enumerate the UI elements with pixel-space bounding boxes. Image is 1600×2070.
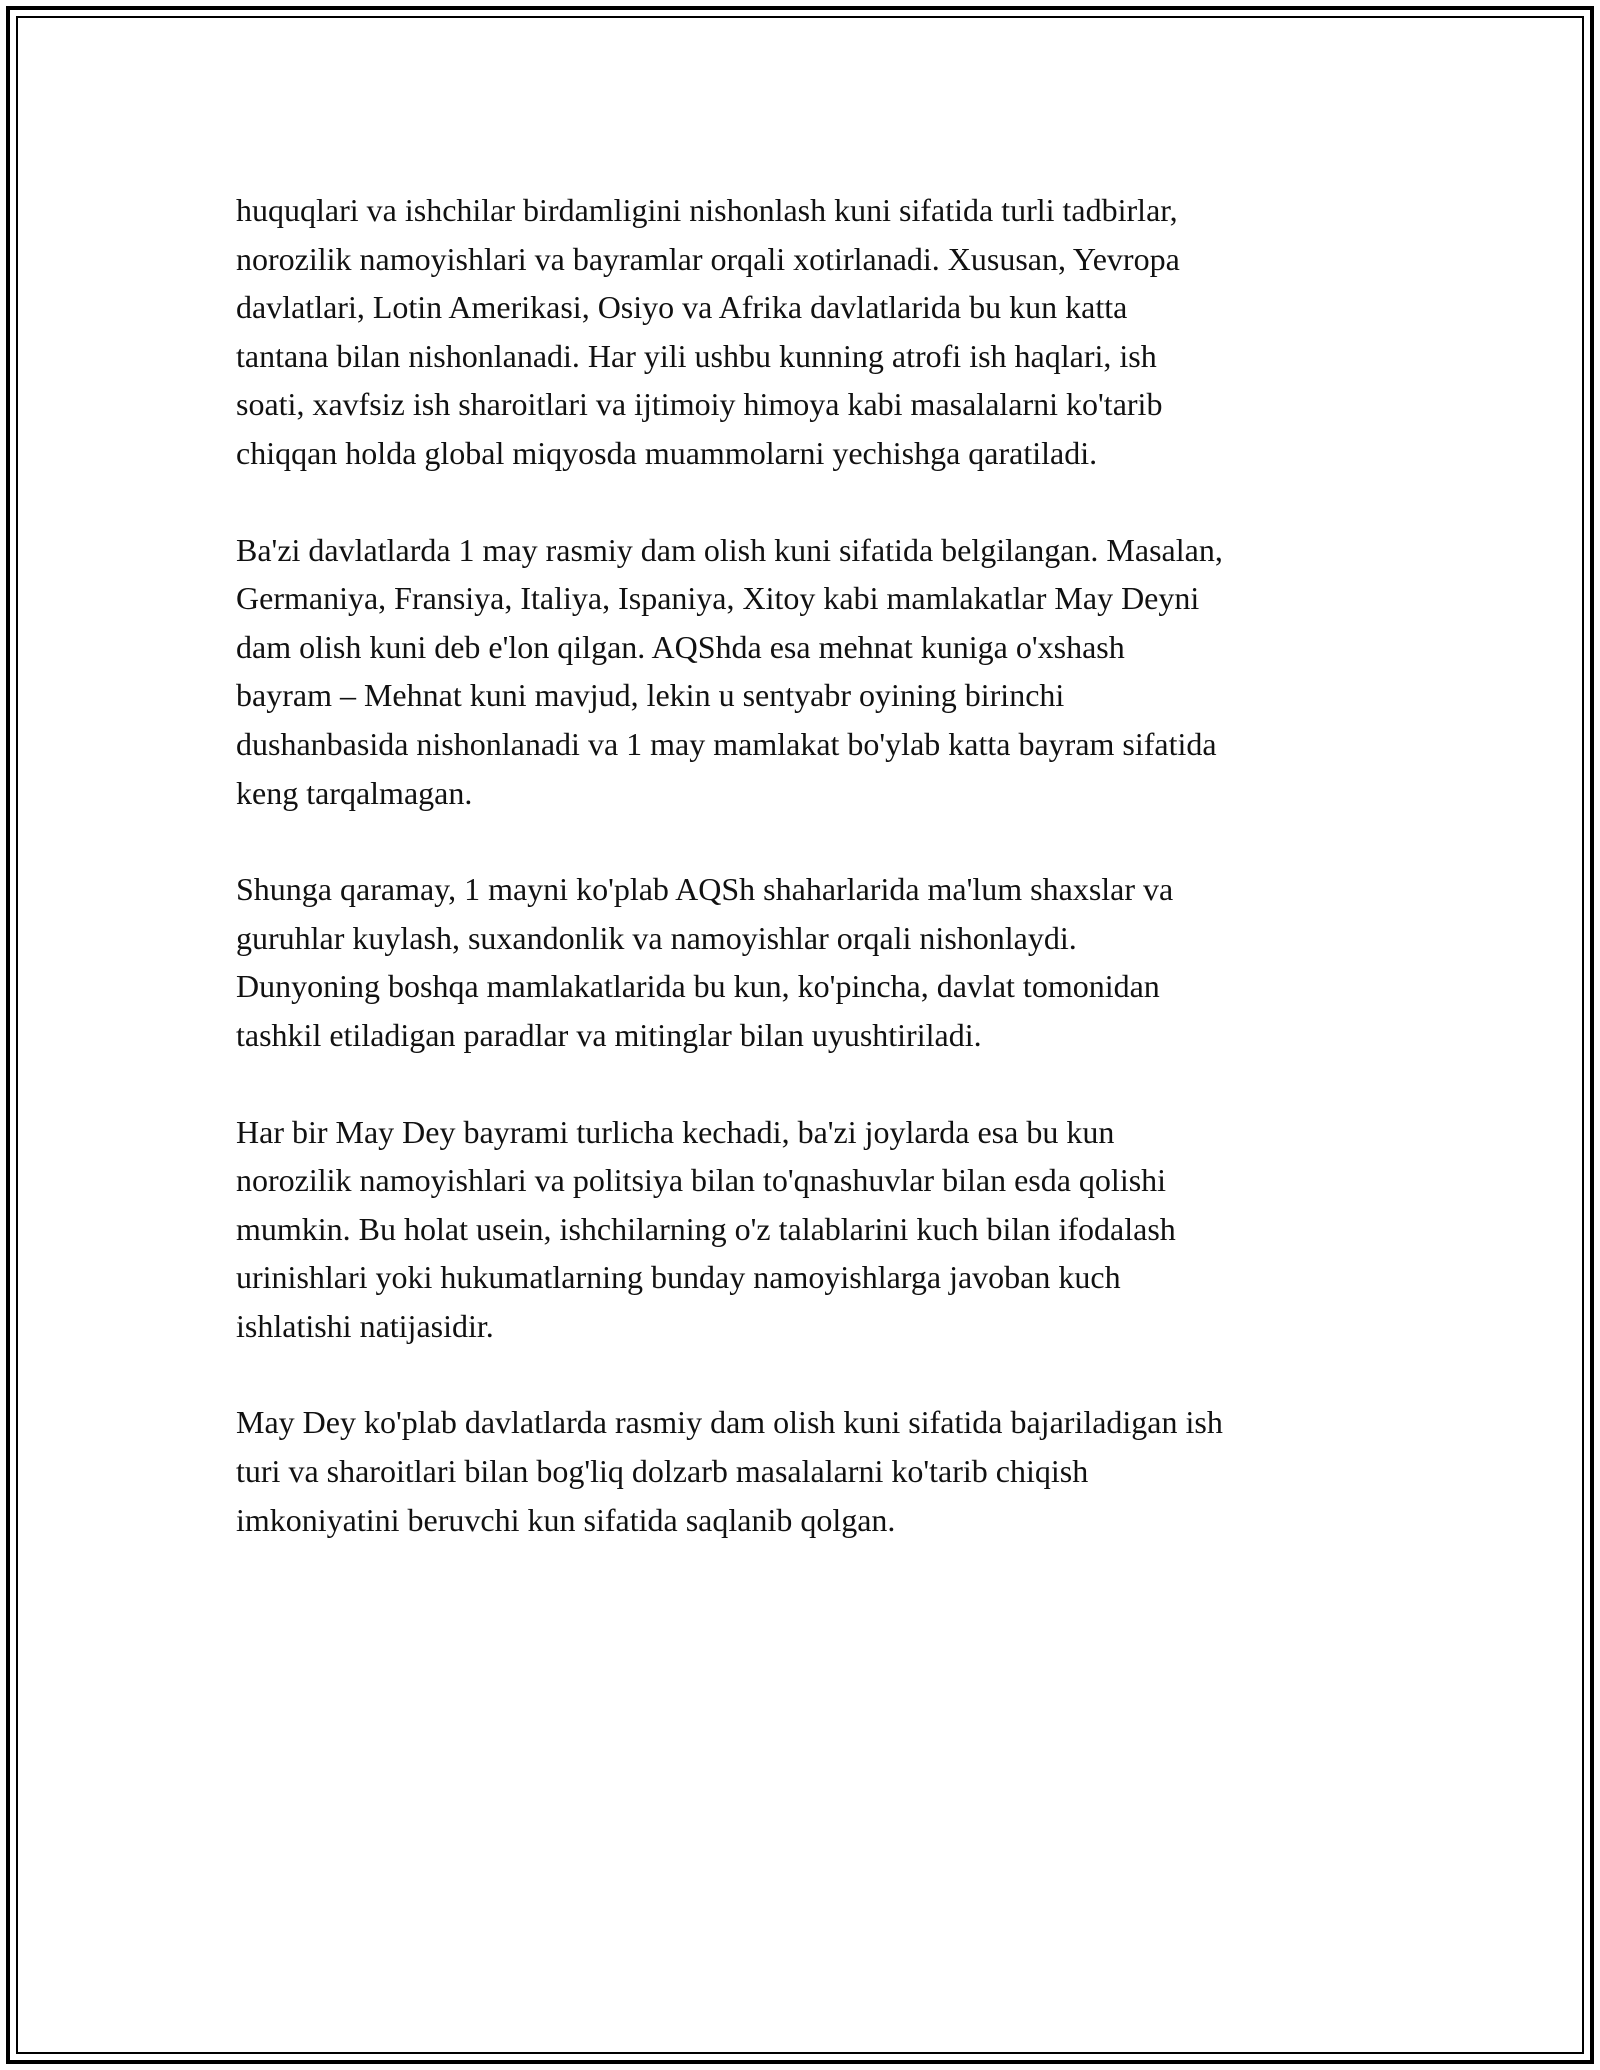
text-line: norozilik namoyishlari va bayramlar orqali xotirlanadi. Xususan, Yevropa: [236, 240, 1180, 277]
text-line: huquqlari va ishchilar birdamligini nishonlash kuni sifatida turli tadbirlar,: [236, 192, 1178, 228]
text-line: imkoniyatini beruvchi kun sifatida saqlanib qolgan.: [236, 1501, 896, 1538]
text-line: tashkil etiladigan paradlar va mitinglar bilan uyushtiriladi.: [236, 1016, 982, 1053]
text-line: dushanbasida nishonlanadi va 1 may mamlakat bo'ylab katta bayram sifatida: [236, 725, 1217, 762]
text-line: guruhlar kuylash, suxandonlik va namoyishlar orqali nishonlaydi.: [236, 919, 1077, 956]
paragraph-3: [236, 865, 1376, 1059]
text-line: Har bir May Dey bayrami turlicha kechadi, ba'zi joylarda esa bu kun: [236, 1113, 1115, 1150]
text-line: Ba'zi davlatlarda 1 may rasmiy dam olish kuni sifatida belgilangan. Masalan,: [236, 531, 1223, 568]
text-line: norozilik namoyishlari va politsiya bilan to'qnashuvlar bilan esda qolishi: [236, 1162, 1167, 1199]
paragraph-5: [236, 1398, 1376, 1544]
text-line: dam olish kuni deb e'lon qilgan. AQShda esa mehnat kuniga o'xshash: [236, 628, 1125, 665]
paragraph-4: [236, 1108, 1376, 1351]
text-line: ishlatishi natijasidir.: [236, 1307, 494, 1344]
text-line: mumkin. Bu holat usein, ishchilarning o'z talablarini kuch bilan ifodalash: [236, 1210, 1176, 1247]
text-line: bayram – Mehnat kuni mavjud, lekin u sentyabr oyining birinchi: [236, 677, 1065, 714]
text-line: keng tarqalmagan.: [236, 774, 473, 811]
text-line: tantana bilan nishonlanadi. Har yili ushbu kunning atrofi ish haqlari, ish: [236, 337, 1157, 374]
paragraph-1: [236, 186, 1376, 478]
text-line: davlatlari, Lotin Amerikasi, Osiyo va Afrika davlatlarida bu kun katta: [236, 289, 1128, 326]
text-line: Germaniya, Fransiya, Italiya, Ispaniya, Xitoy kabi mamlakatlar May Deyni: [236, 580, 1200, 617]
paragraph-2: [236, 526, 1376, 818]
text-line: Dunyoning boshqa mamlakatlarida bu kun, ko'pincha, davlat tomonidan: [236, 968, 1160, 1005]
text-line: soati, xavfsiz ish sharoitlari va ijtimoiy himoya kabi masalalarni ko'tarib: [236, 386, 1163, 423]
text-line: turi va sharoitlari bilan bog'liq dolzarb masalalarni ko'tarib chiqish: [236, 1453, 1089, 1490]
document-body: [236, 186, 1376, 1544]
text-line: chiqqan holda global miqyosda muammolarni yechishga qaratiladi.: [236, 434, 1098, 471]
text-line: urinishlari yoki hukumatlarning bunday namoyishlarga javoban kuch: [236, 1259, 1121, 1296]
text-line: May Dey ko'plab davlatlarda rasmiy dam olish kuni sifatida bajariladigan ish: [236, 1404, 1223, 1441]
text-line: Shunga qaramay, 1 mayni ko'plab AQSh shaharlarida ma'lum shaxslar va: [236, 871, 1174, 908]
